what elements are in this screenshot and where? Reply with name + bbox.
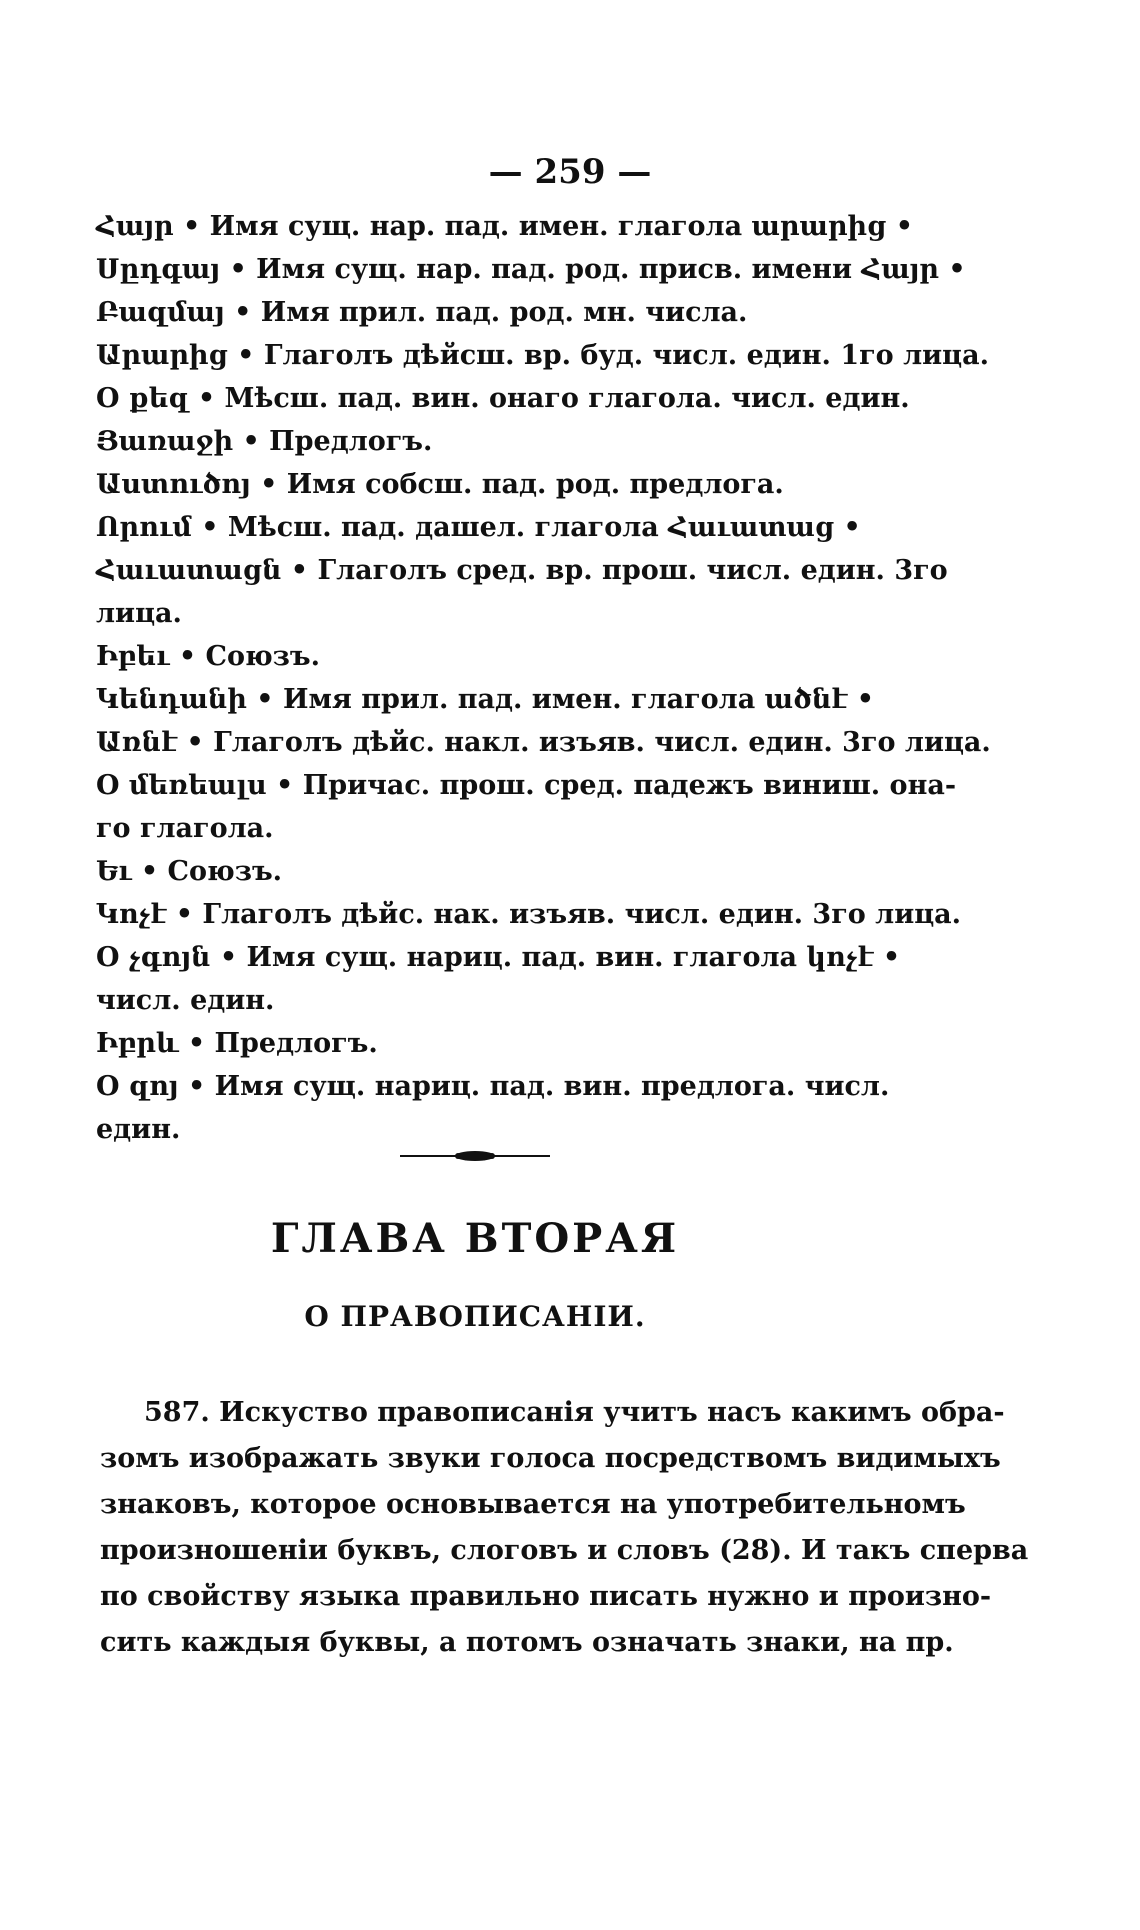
entry — [92, 291, 892, 334]
entry-line: един. — [96, 1114, 181, 1145]
ornamental-divider — [400, 1150, 550, 1162]
entry-line: Օ չգոյն • Имя сущ. нариц. пад. вин. глагола կոչէ • — [96, 942, 901, 973]
entry-line: Յառաջի • Предлогъ. — [96, 426, 433, 457]
entry-line: Եւ • Союзъ. — [96, 856, 283, 887]
paragraph-line: зомъ изображать звуки голоса посредствомъ видимыхъ — [100, 1443, 1001, 1474]
entry — [92, 248, 966, 291]
entry-line: Կենդանի • Имя прил. пад. имен. глагола ածնէ • — [96, 684, 875, 715]
entry-line: Իբրև • Предлогъ. — [96, 1028, 378, 1059]
entry — [92, 205, 913, 248]
entry — [92, 549, 948, 635]
entry-line: Իբեւ • Союзъ. — [96, 641, 321, 672]
page-number: — 259 — — [488, 152, 652, 192]
entry — [92, 893, 962, 936]
entry — [92, 721, 991, 764]
entry — [92, 334, 989, 377]
chapter-title: ГЛАВА ВТОРАЯ — [270, 1215, 680, 1262]
paragraph-line: произношеніи буквъ, слоговъ и словъ (28). И такъ сперва — [100, 1535, 1029, 1566]
entry — [92, 1022, 892, 1065]
entry-line: Բազմայ • Имя прил. пад. род. мн. числа. — [96, 297, 748, 328]
entry — [92, 635, 892, 678]
entry-line: Առնէ • Глаголъ дѣйс. накл. изъяв. числ. един. 3го лица. — [96, 727, 991, 758]
chapter-subtitle: О ПРАВОПИСАНІИ. — [304, 1300, 646, 1333]
entry — [92, 1065, 892, 1151]
entry-line: Օ մեռեալս • Причас. прош. сред. падежъ виниш. она- — [96, 770, 957, 801]
paragraph-line: по свойству языка правильно писать нужно и произно- — [100, 1581, 992, 1612]
grammar-entries — [92, 205, 991, 1151]
entry-line: Հայր • Имя сущ. нар. пад. имен. глагола արարից • — [96, 211, 913, 242]
entry — [92, 377, 910, 420]
entry — [92, 678, 892, 721]
entry — [92, 463, 892, 506]
entry-line: го глагола. — [96, 813, 274, 844]
paragraph-line: знаковъ, которое основывается на употребительномъ — [100, 1489, 966, 1520]
entry-line: Որում • Мѣсш. пад. дашел. глагола Հաւատաց • — [96, 512, 861, 543]
entry — [92, 850, 892, 893]
entry-line: лица. — [96, 598, 182, 629]
entry-line: Սըդգայ • Имя сущ. нар. пад. род. присв. имени Հայր • — [96, 254, 966, 285]
entry-line: Կոչէ • Глаголъ дѣйс. нак. изъяв. числ. един. 3го лица. — [96, 899, 962, 930]
entry-line: числ. един. — [96, 985, 275, 1016]
entry-line: Օ զոյ • Имя сущ. нариц. пад. вин. предлога. числ. — [96, 1071, 890, 1102]
entry — [92, 420, 892, 463]
entry — [92, 936, 901, 1022]
entry — [92, 764, 957, 850]
entry-line: Արարից • Глаголъ дѣйсш. вр. буд. числ. един. 1го лица. — [96, 340, 989, 371]
paragraph-587 — [100, 1390, 1029, 1666]
entry — [92, 506, 892, 549]
paragraph-line: сить каждыя буквы, а потомъ означать знаки, на пр. — [100, 1627, 954, 1658]
entry-line: Աստուծոյ • Имя собсш. пад. род. предлога. — [96, 469, 784, 500]
entry-line: Օ քեզ • Мѣсш. пад. вин. онаго глагола. числ. един. — [96, 383, 910, 414]
paragraph-line: 587. Искуство правописанія учитъ насъ какимъ обра- — [144, 1397, 1005, 1428]
entry-line: Հաւատացն • Глаголъ сред. вр. прош. числ. един. 3го — [96, 555, 948, 586]
